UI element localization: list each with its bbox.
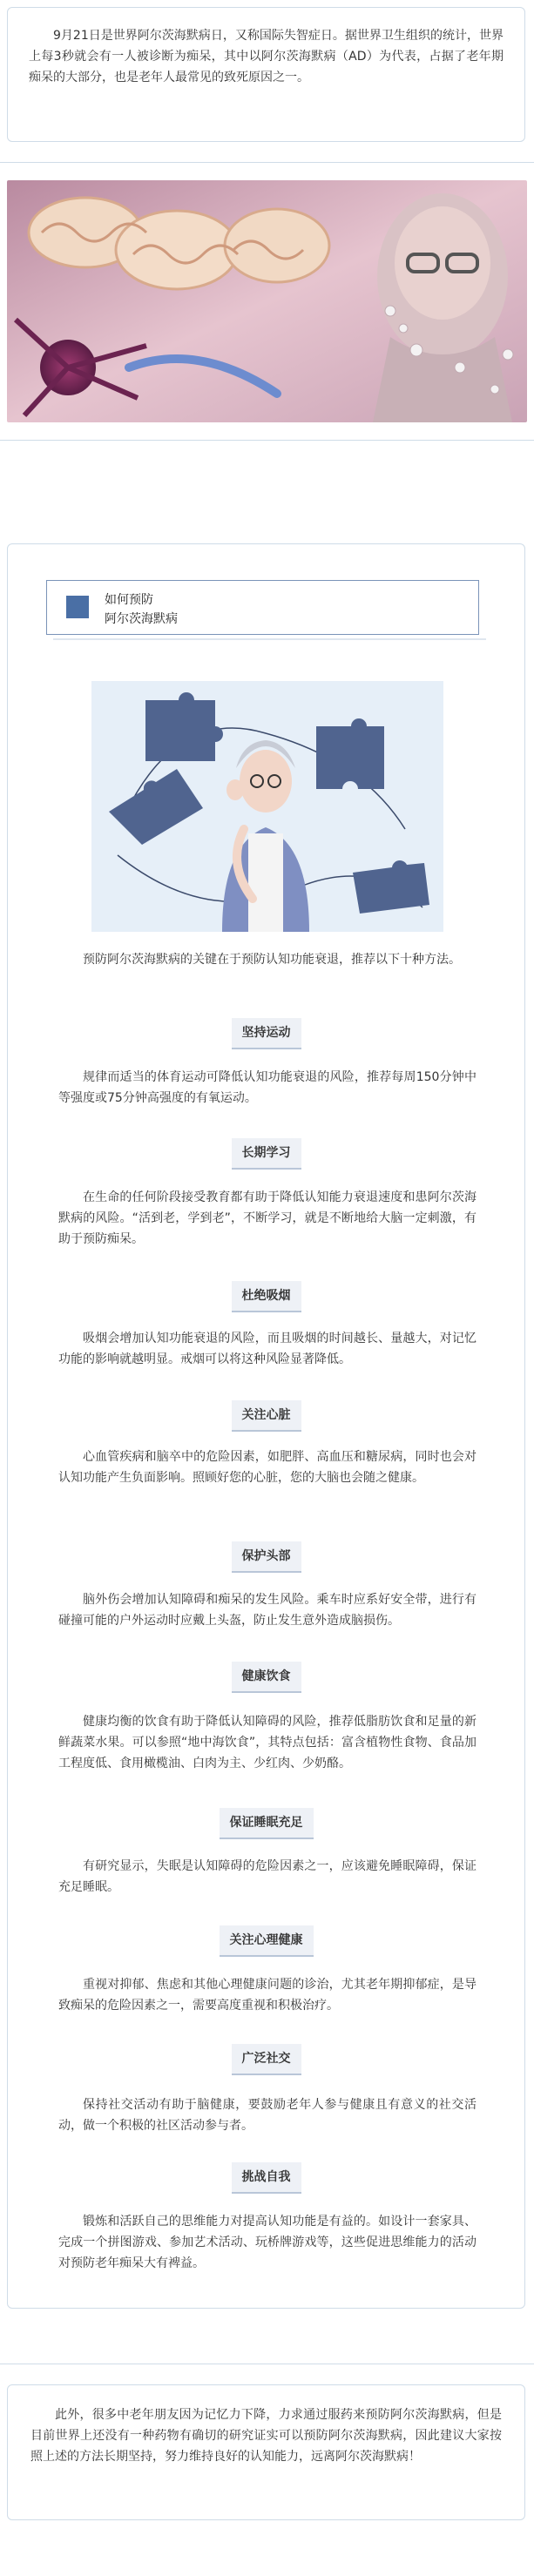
outro-paragraph: 此外，很多中老年朋友因为记忆力下降，力求通过服药来预防阿尔茨海默病，但是目前世界上还没有一种药物有确切的研究证实可以预防阿尔茨海默病，因此建议大家按照上述的方法长期坚持，努力维持良好的认知能力，远离阿尔茨海默病！ <box>30 2408 502 2464</box>
tip-title: 长期学习 <box>232 1138 301 1170</box>
tip-text: 保持社交活动有助于脑健康，要鼓励老年人参与健康且有意义的社交活动，做一个积极的社区活动参与者。 <box>58 2098 477 2133</box>
tip-text: 锻炼和活跃自己的思维能力对提高认知功能是有益的。如设计一套家具、完成一个拼图游戏、参加艺术活动、玩桥牌游戏等，这些促进思维能力的活动对预防老年痴呆大有裨益。 <box>58 2215 477 2270</box>
lead-paragraph: 预防阿尔茨海默病的关键在于预防认知功能衰退，推荐以下十种方法。 <box>83 953 461 967</box>
tip-title: 健康饮食 <box>232 1662 301 1693</box>
divider <box>0 440 534 441</box>
tip-title: 关注心理健康 <box>220 1925 314 1957</box>
section-header-line1: 如何预防 <box>105 593 153 607</box>
intro-paragraph: 9月21日是世界阿尔茨海默病日，又称国际失智症日。据世界卫生组织的统计，世界上每3秒就会有一人被诊断为痴呆，其中以阿尔茨海默病（AD）为代表，占据了老年期痴呆的大部分，也是老年人最常见的致死原因之一。 <box>29 29 504 84</box>
tip-text: 重视对抑郁、焦虑和其他心理健康问题的诊治，尤其老年期抑郁症，是导致痴呆的危险因素之一，需要高度重视和积极治疗。 <box>58 1978 477 2013</box>
tip-title: 关注心脏 <box>232 1400 301 1432</box>
header-underline <box>53 631 486 640</box>
tip-title: 杜绝吸烟 <box>232 1281 301 1312</box>
section-header-line2: 阿尔茨海默病 <box>105 612 178 626</box>
tip-text: 脑外伤会增加认知障碍和痴呆的发生风险。乘车时应系好安全带，进行有碰撞可能的户外运动时应戴上头盔，防止发生意外造成脑损伤。 <box>58 1593 477 1628</box>
tip-text: 规律而适当的体育运动可降低认知功能衰退的风险，推荐每周150分钟中等强度或75分钟高强度的有氧运动。 <box>58 1070 477 1105</box>
tip-title: 广泛社交 <box>232 2044 301 2075</box>
illustration-image <box>91 681 443 932</box>
tip-text: 有研究显示，失眠是认知障碍的危险因素之一，应该避免睡眠障碍，保证充足睡眠。 <box>58 1859 477 1894</box>
divider <box>0 162 534 163</box>
tip-text: 吸烟会增加认知功能衰退的风险，而且吸烟的时间越长、量越大，对记忆功能的影响就越明显。戒烟可以将这种风险显著降低。 <box>58 1332 477 1366</box>
hero-image <box>7 180 527 422</box>
tip-text: 心血管疾病和脑卒中的危险因素，如肥胖、高血压和糖尿病，同时也会对认知功能产生负面影响。照顾好您的心脏，您的大脑也会随之健康。 <box>58 1450 477 1485</box>
header-square-icon <box>66 596 89 618</box>
tip-text: 在生命的任何阶段接受教育都有助于降低认知能力衰退速度和患阿尔茨海默病的风险。“活到老，学到老”，不断学习，就是不断地给大脑一定刺激，有助于预防痴呆。 <box>58 1190 477 1246</box>
main-card <box>7 543 525 2309</box>
tip-title: 挑战自我 <box>232 2162 301 2194</box>
section-header <box>46 580 479 635</box>
tip-text: 健康均衡的饮食有助于降低认知障碍的风险，推荐低脂肪饮食和足量的新鲜蔬菜水果。可以参照“地中海饮食”，其特点包括：富含植物性食物、食品加工程度低、食用橄榄油、白肉为主、少红肉、少奶酪。 <box>58 1715 477 1770</box>
outro-card <box>7 2384 525 2520</box>
tip-title: 保护头部 <box>232 1541 301 1573</box>
tip-title: 保证睡眠充足 <box>220 1808 314 1839</box>
tip-title: 坚持运动 <box>232 1018 301 1049</box>
intro-card <box>7 7 525 142</box>
